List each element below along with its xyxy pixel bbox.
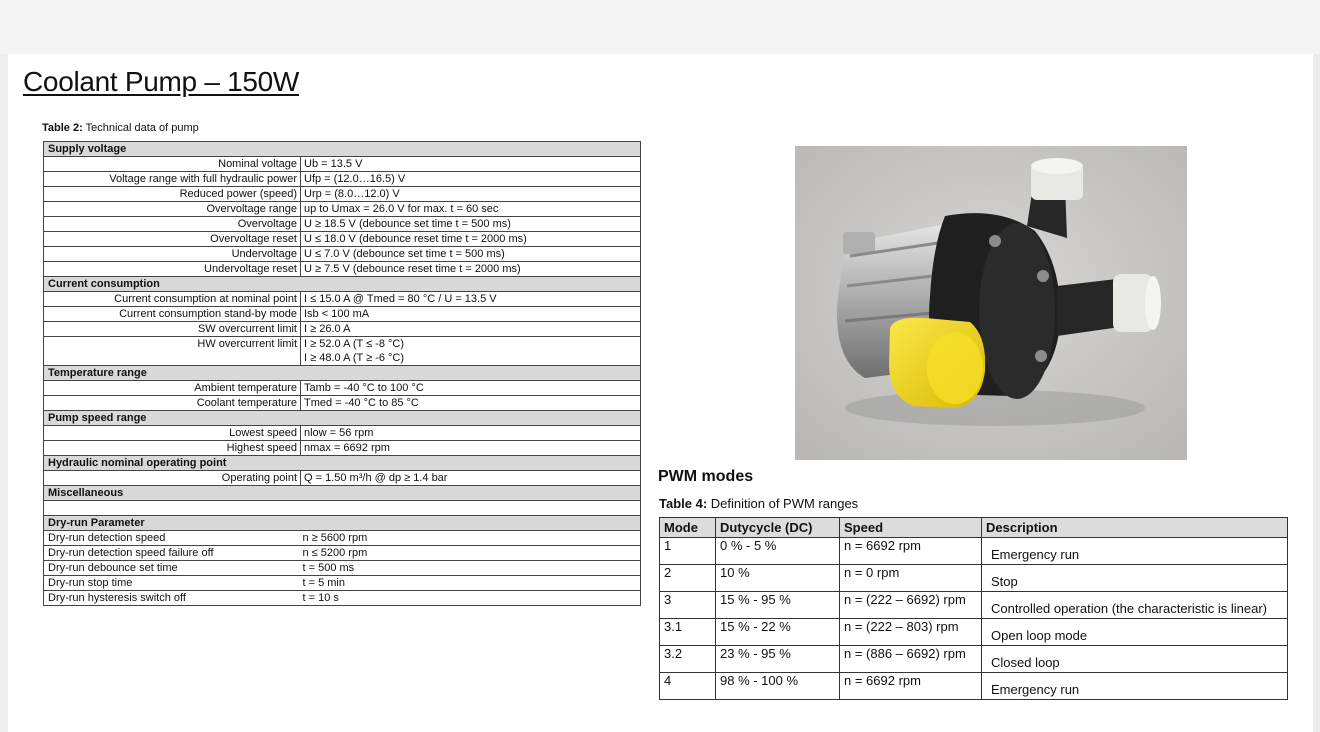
section-row (44, 486, 641, 501)
table-row (44, 591, 641, 606)
param-label: Dry-run hysteresis switch off (44, 591, 301, 606)
param-label: Current consumption stand-by mode (44, 307, 301, 322)
dutycycle-cell: 98 % - 100 % (716, 673, 840, 700)
table-row (44, 172, 641, 187)
mode-cell: 1 (660, 538, 716, 565)
param-value: Isb < 100 mA (301, 307, 641, 322)
param-label: Overvoltage reset (44, 232, 301, 247)
pwm-heading: PWM modes (658, 468, 754, 485)
dutycycle-cell: 0 % - 5 % (716, 538, 840, 565)
speed-cell: n = 0 rpm (840, 565, 982, 592)
param-value: U ≤ 18.0 V (debounce reset time t = 2000 ms) (301, 232, 641, 247)
param-label: HW overcurrent limit (44, 337, 301, 366)
param-value: t = 5 min (301, 576, 641, 591)
param-value: I ≤ 15.0 A @ Tmed = 80 °C / U = 13.5 V (301, 292, 641, 307)
param-label: Dry-run detection speed (44, 531, 301, 546)
table4-caption-text: Definition of PWM ranges (707, 496, 859, 511)
section-row (44, 277, 641, 292)
speed-cell: n = 6692 rpm (840, 538, 982, 565)
description-cell: Closed loop (982, 646, 1288, 673)
param-label: Undervoltage (44, 247, 301, 262)
pwm-table (659, 517, 1288, 700)
param-value: U ≥ 18.5 V (debounce set time t = 500 ms) (301, 217, 641, 232)
param-value: Q = 1.50 m³/h @ dp ≥ 1.4 bar (301, 471, 641, 486)
right-margin (1313, 54, 1320, 732)
param-label: Undervoltage reset (44, 262, 301, 277)
table-row (660, 592, 1288, 619)
table-row (44, 232, 641, 247)
mode-cell: 4 (660, 673, 716, 700)
blank-cell (44, 501, 641, 516)
param-label: Reduced power (speed) (44, 187, 301, 202)
column-header: Dutycycle (DC) (716, 518, 840, 538)
mode-cell: 2 (660, 565, 716, 592)
param-value: Urp = (8.0…12.0) V (301, 187, 641, 202)
left-margin (0, 54, 8, 732)
section-title: Pump speed range (44, 411, 641, 426)
table-header-row (660, 518, 1288, 538)
table4-caption-label: Table 4: (659, 496, 708, 511)
description-cell: Open loop mode (982, 619, 1288, 646)
table-row (44, 471, 641, 486)
description-cell: Stop (982, 565, 1288, 592)
param-value: up to Umax = 26.0 V for max. t = 60 sec (301, 202, 641, 217)
table-row (44, 187, 641, 202)
param-value: Ufp = (12.0…16.5) V (301, 172, 641, 187)
section-title: Current consumption (44, 277, 641, 292)
speed-cell: n = (222 – 803) rpm (840, 619, 982, 646)
mode-cell: 3 (660, 592, 716, 619)
section-row (44, 411, 641, 426)
table-row (44, 217, 641, 232)
param-label: Overvoltage (44, 217, 301, 232)
table-row (44, 157, 641, 172)
section-title: Dry-run Parameter (44, 516, 641, 531)
table2-caption-text: Technical data of pump (82, 122, 199, 134)
table-row (44, 396, 641, 411)
section-row (44, 456, 641, 471)
top-margin (0, 0, 1320, 54)
document-title: Coolant Pump – 150W (23, 66, 300, 97)
param-value: Tmed = -40 °C to 85 °C (301, 396, 641, 411)
section-title: Supply voltage (44, 142, 641, 157)
param-value-line: I ≥ 48.0 A (T ≥ -6 °C) (304, 352, 405, 364)
table-row (660, 673, 1288, 700)
table-row (660, 646, 1288, 673)
param-value: I ≥ 26.0 A (301, 322, 641, 337)
param-label: Dry-run detection speed failure off (44, 546, 301, 561)
dutycycle-cell: 10 % (716, 565, 840, 592)
table2-caption (42, 122, 199, 134)
param-value: n ≥ 5600 rpm (301, 531, 641, 546)
mode-cell: 3.2 (660, 646, 716, 673)
description-cell: Emergency run (982, 673, 1288, 700)
speed-cell: n = (886 – 6692) rpm (840, 646, 982, 673)
description-cell: Controlled operation (the characteristic is linear) (982, 592, 1288, 619)
param-label: Dry-run debounce set time (44, 561, 301, 576)
param-value: t = 500 ms (301, 561, 641, 576)
param-label: Voltage range with full hydraulic power (44, 172, 301, 187)
pump-illustration (795, 146, 1187, 460)
param-label: Nominal voltage (44, 157, 301, 172)
table-row (44, 262, 641, 277)
param-label: Current consumption at nominal point (44, 292, 301, 307)
section-row (44, 366, 641, 381)
table-row (44, 546, 641, 561)
table-row (44, 381, 641, 396)
speed-cell: n = (222 – 6692) rpm (840, 592, 982, 619)
param-value: n ≤ 5200 rpm (301, 546, 641, 561)
param-value (301, 337, 641, 366)
param-value-line: I ≥ 52.0 A (T ≤ -8 °C) (304, 338, 405, 350)
section-title: Miscellaneous (44, 486, 641, 501)
table4-caption (659, 496, 858, 511)
dutycycle-cell: 15 % - 95 % (716, 592, 840, 619)
param-value: U ≥ 7.5 V (debounce reset time t = 2000 ms) (301, 262, 641, 277)
param-label: Lowest speed (44, 426, 301, 441)
dutycycle-cell: 15 % - 22 % (716, 619, 840, 646)
table-row (44, 292, 641, 307)
section-title: Temperature range (44, 366, 641, 381)
dutycycle-cell: 23 % - 95 % (716, 646, 840, 673)
table-row (44, 322, 641, 337)
table-row (44, 531, 641, 546)
table-row (44, 561, 641, 576)
param-value: t = 10 s (301, 591, 641, 606)
table-row (44, 247, 641, 262)
column-header: Description (982, 518, 1288, 538)
param-label: Operating point (44, 471, 301, 486)
pump-photo (795, 146, 1187, 460)
param-label: SW overcurrent limit (44, 322, 301, 337)
table-row (44, 576, 641, 591)
table-row (44, 337, 641, 366)
technical-data-table (43, 141, 641, 606)
table-row (660, 538, 1288, 565)
section-title: Hydraulic nominal operating point (44, 456, 641, 471)
blank-row (44, 501, 641, 516)
description-cell: Emergency run (982, 538, 1288, 565)
section-row (44, 516, 641, 531)
param-label: Coolant temperature (44, 396, 301, 411)
mode-cell: 3.1 (660, 619, 716, 646)
param-label: Highest speed (44, 441, 301, 456)
param-label: Overvoltage range (44, 202, 301, 217)
param-value: Tamb = -40 °C to 100 °C (301, 381, 641, 396)
param-label: Ambient temperature (44, 381, 301, 396)
column-header: Mode (660, 518, 716, 538)
table-row (44, 441, 641, 456)
param-value: nmax = 6692 rpm (301, 441, 641, 456)
table-row (660, 565, 1288, 592)
column-header: Speed (840, 518, 982, 538)
table-row (660, 619, 1288, 646)
table-row (44, 202, 641, 217)
table-row (44, 426, 641, 441)
param-value: Ub = 13.5 V (301, 157, 641, 172)
param-value: U ≤ 7.0 V (debounce set time t = 500 ms) (301, 247, 641, 262)
section-row (44, 142, 641, 157)
param-value: nlow = 56 rpm (301, 426, 641, 441)
speed-cell: n = 6692 rpm (840, 673, 982, 700)
table2-caption-label: Table 2: (42, 122, 83, 134)
table-row (44, 307, 641, 322)
param-label: Dry-run stop time (44, 576, 301, 591)
